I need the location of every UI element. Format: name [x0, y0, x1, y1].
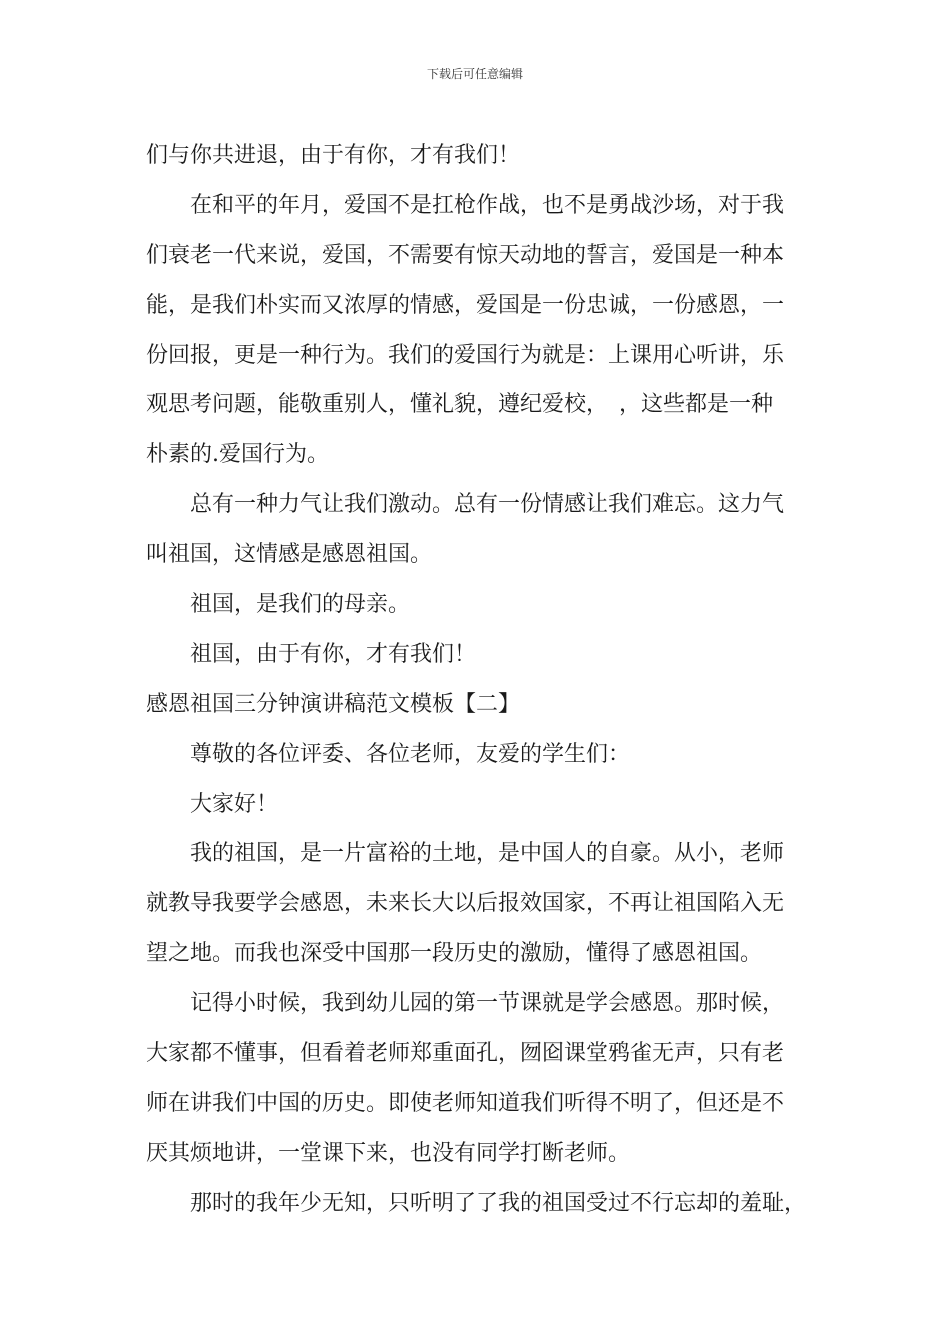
text-line: 大家好！ — [190, 791, 279, 817]
text-line: 们与你共进退，由于有你，才有我们！ — [146, 143, 521, 168]
text-line: 叫祖国，这情感是感恩祖国。 — [146, 542, 433, 568]
text-line: 师在讲我们中国的历史。即使老师知道我们听得不明了，但还是不 — [146, 1090, 785, 1116]
text-line: 尊敬的各位评委、各位老师，友爱的学生们： — [190, 741, 631, 767]
document-body — [146, 131, 826, 1229]
text-line: 祖国，由于有你，才有我们！ — [190, 641, 477, 667]
page-header: 下载后可任意编辑 — [426, 67, 523, 81]
text-line: 记得小时候，我到幼儿园的第一节课就是学会感恩。那时候， — [190, 991, 785, 1017]
text-line: 我的祖国，是一片富裕的土地，是中国人的自豪。从小，老师 — [190, 841, 785, 867]
text-line: 祖国，是我们的母亲。 — [190, 592, 411, 618]
text-line: 能，是我们朴实而又浓厚的情感，爱国是一份忠诚，一份感恩，一 — [146, 292, 785, 318]
text-line: 那时的我年少无知，只听明了了我的祖国受过不行忘却的羞耻， — [190, 1190, 807, 1216]
text-line: 观思考问题，能敬重别人，懂礼貌，遵纪爱校， ，这些都是一种 — [146, 392, 774, 418]
text-line: 望之地。而我也深受中国那一段历史的激励，懂得了感恩祖国。 — [146, 941, 763, 967]
text-line: 厌其烦地讲，一堂课下来，也没有同学打断老师。 — [146, 1140, 631, 1166]
text-line: 就教导我要学会感恩，未来长大以后报效国家，不再让祖国陷入无 — [146, 891, 785, 917]
text-line: 在和平的年月，爱国不是扛枪作战，也不是勇战沙场，对于我 — [190, 192, 785, 218]
text-line: 份回报，更是一种行为。我们的爱国行为就是：上课用心听讲，乐 — [146, 342, 785, 368]
text-line: 朴素的.爱国行为。 — [146, 442, 329, 468]
text-line: 总有一种力气让我们激动。总有一份情感让我们难忘。这力气 — [190, 492, 785, 518]
text-line: 们衰老一代来说，爱国，不需要有惊天动地的誓言，爱国是一种本 — [146, 242, 785, 268]
text-line: 大家都不懂事，但看着老师郑重面孔，囫囵课堂鸦雀无声，只有老 — [146, 1041, 785, 1067]
text-line: 感恩祖国三分钟演讲稿范文模板【二】 — [146, 691, 521, 717]
